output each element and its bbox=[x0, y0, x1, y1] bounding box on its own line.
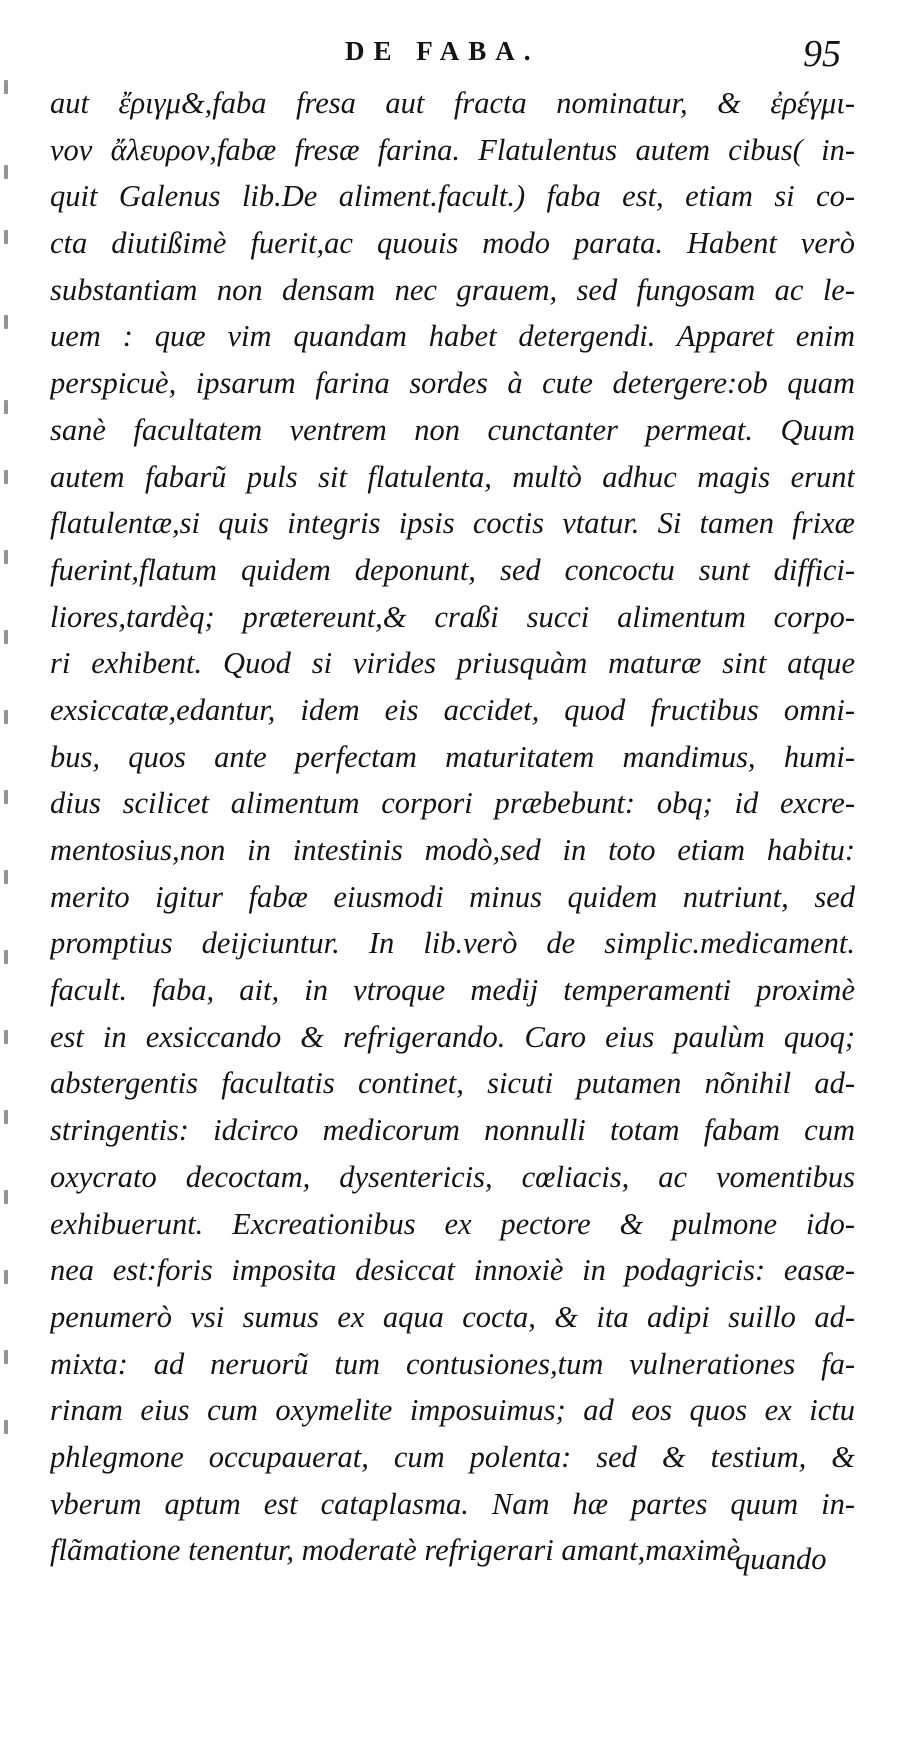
text-line: est in exsiccando & refrigerando. Caro eius paulùm quoq; bbox=[50, 1019, 855, 1054]
text-line: uem : quæ vim quandam habet detergendi. Apparet enim bbox=[50, 319, 855, 354]
text-line: rinam eius cum oxymelite imposuimus; ad eos quos ex ictu bbox=[50, 1393, 855, 1428]
text-line: phlegmone occupauerat, cum polenta: sed & testium, & bbox=[50, 1439, 855, 1474]
running-head bbox=[0, 34, 900, 74]
text-line: merito igitur fabæ eiusmodi minus quidem nutriunt, sed bbox=[50, 879, 855, 914]
text-line: stringentis: idcirco medicorum nonnulli totam fabam cum bbox=[50, 1113, 855, 1148]
text-line: quit Galenus lib.De aliment.facult.) faba est, etiam si co- bbox=[50, 179, 855, 214]
text-line: perspicuè, ipsarum farina sordes à cute detergere:ob quam bbox=[50, 366, 855, 401]
running-head-title: DE FABA. bbox=[345, 36, 540, 66]
page-number: 95 bbox=[803, 33, 841, 75]
page-gutter-edge bbox=[0, 70, 18, 1470]
text-line: exhibuerunt. Excreationibus ex pectore & pulmone ido- bbox=[50, 1206, 855, 1241]
text-line: dius scilicet alimentum corpori præbebunt: obq; id excre- bbox=[50, 786, 855, 821]
text-line: sanè facultatem ventrem non cunctanter permeat. Quum bbox=[50, 412, 855, 447]
text-line: vberum aptum est cataplasma. Nam hæ partes quum in- bbox=[50, 1486, 855, 1521]
text-line: abstergentis facultatis continet, sicuti putamen nõnihil ad- bbox=[50, 1066, 855, 1101]
text-line: oxycrato decoctam, dysentericis, cœliacis, ac vomentibus bbox=[50, 1159, 855, 1194]
text-line: ri exhibent. Quod si virides priusquàm maturæ sint atque bbox=[50, 646, 855, 681]
text-line: mentosius,non in intestinis modò,sed in toto etiam habitu: bbox=[50, 833, 855, 867]
text-line: νον ἄλευρον,fabæ fresæ farina. Flatulentus autem cibus( in- bbox=[50, 132, 855, 167]
text-line: liores,tardèq; prætereunt,& craßi succi alimentum corpo- bbox=[50, 599, 855, 634]
text-line: facult. faba, ait, in vtroque medij temperamenti proximè bbox=[50, 973, 855, 1008]
text-line: promptius deijciuntur. In lib.verò de simplic.medicament. bbox=[50, 926, 855, 961]
text-line: nea est:foris imposita desiccat innoxiè in podagricis: easæ- bbox=[50, 1253, 855, 1288]
text-line: exsiccatæ,edantur, idem eis accidet, quod fructibus omni- bbox=[50, 692, 855, 727]
text-line: bus, quos ante perfectam maturitatem mandimus, humi- bbox=[50, 739, 855, 774]
text-line: flãmatione tenentur, moderatè refrigerari amant,maximè bbox=[50, 1533, 741, 1568]
text-line: flatulentæ,si quis integris ipsis coctis vtatur. Si tamen frixæ bbox=[50, 506, 855, 541]
text-line: fuerint,flatum quidem deponunt, sed concoctu sunt diffici- bbox=[50, 552, 855, 587]
text-line: cta diutißimè fuerit,ac quouis modo parata. Habent verò bbox=[50, 226, 855, 261]
body-text bbox=[50, 80, 855, 1574]
text-line: autem fabarũ puls sit flatulenta, multò adhuc magis erunt bbox=[50, 459, 855, 494]
text-line: aut ἔριγμ&,faba fresa aut fracta nominatur, & ἐρέγμι- bbox=[50, 86, 855, 120]
text-line: substantiam non densam nec grauem, sed fungosam ac le- bbox=[50, 272, 855, 307]
catchword: quando bbox=[735, 1542, 827, 1576]
text-line: mixta: ad neruorũ tum contusiones,tum vulnerationes fa- bbox=[50, 1346, 855, 1381]
text-line: penumerò vsi sumus ex aqua cocta, & ita adipi suillo ad- bbox=[50, 1299, 855, 1334]
